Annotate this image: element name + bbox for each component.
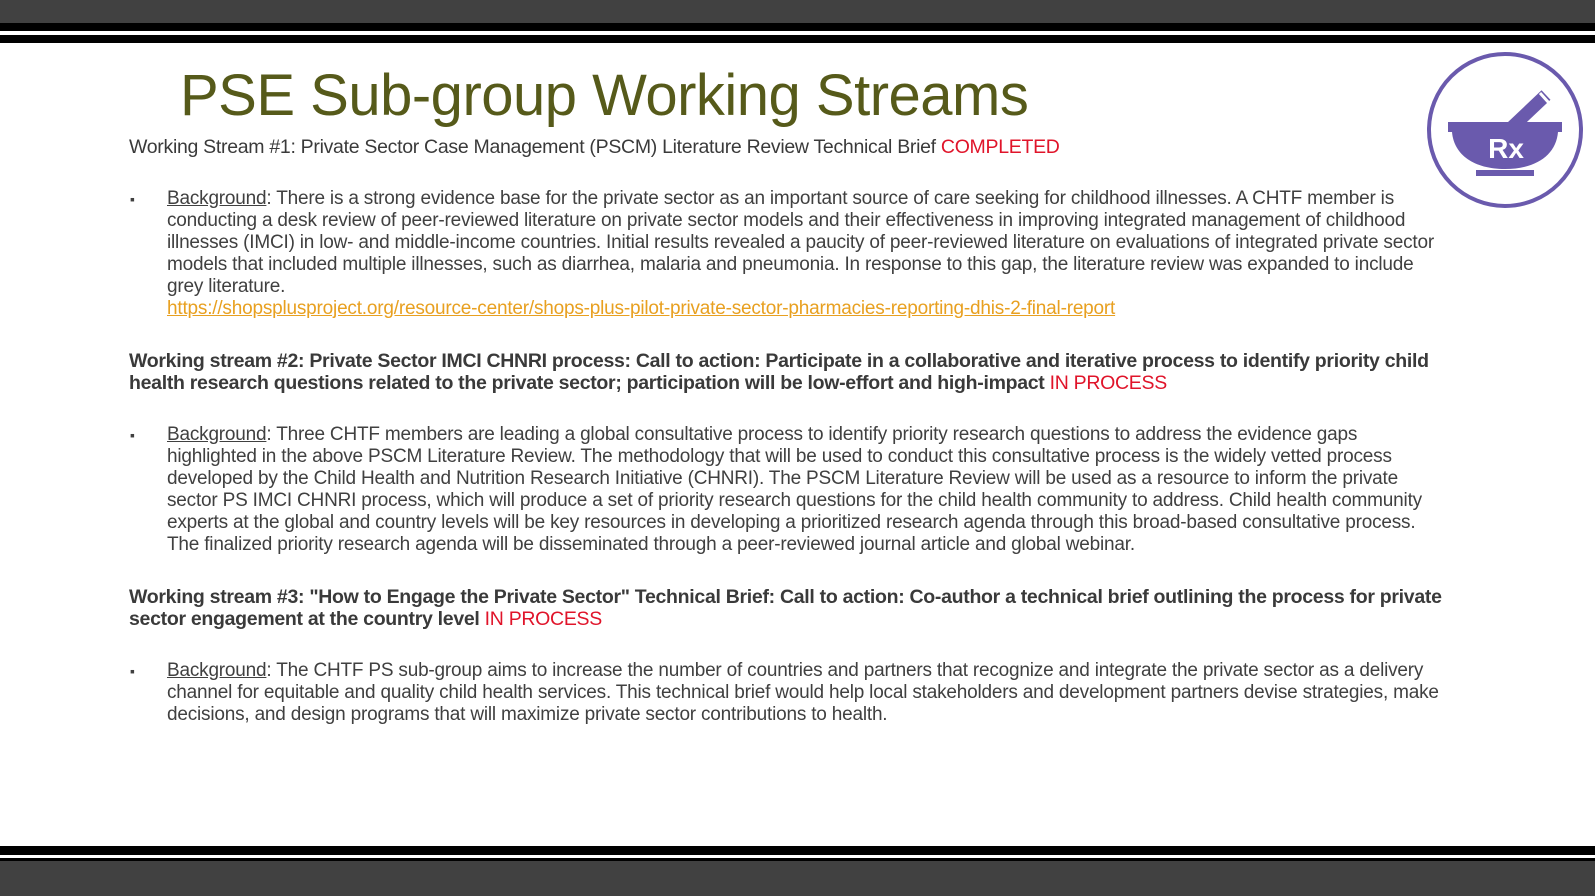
stream-3-heading-text: Working stream #3: "How to Engage the Private Sector" Technical Brief: Call to action: Co-author a technical brief outlining the process for private sector engagement at the country level	[129, 586, 1442, 630]
background-text: : There is a strong evidence base for the private sector as an important source of care seeking for childhood illnesses. A CHTF member is conducting a desk review of peer-reviewed literature on private sector models and their effectiveness in improving integrated management of childhood illnesses (IMCI) in low- and middle-income countries. Initial results revealed a paucity of peer-reviewed literature on evaluations of integrated private sector models that included multiple illnesses, such as diarrhea, malaria and pneumonia. In response to this gap, the literature review was expanded to include grey literature.	[167, 188, 1434, 297]
report-link[interactable]: https://shopsplusproject.org/resource-center/shops-plus-pilot-private-sector-pharmacies-reporting-dhis-2-final-report	[167, 298, 1116, 319]
stream-2-background	[167, 424, 1449, 556]
stream-1-background	[167, 188, 1449, 320]
stream-3-background	[167, 660, 1449, 726]
stream-2-heading	[129, 350, 1449, 394]
background-text: : Three CHTF members are leading a global consultative process to identify priority research questions to address the evidence gaps highlighted in the above PSCM Literature Review. The methodology that will be used to conduct this consultative process is the widely vetted process developed by the Child Health and Nutrition Research Initiative (CHNRI). The PSCM Literature Review will be used as a resource to inform the private sector PS IMCI CHNRI process, which will produce a set of priority research questions for the child health community to address. Child health community experts at the global and country levels will be key resources in developing a prioritized research agenda through this broad-based consultative process. The finalized priority research agenda will be disseminated through a peer-reviewed journal article and global webinar.	[167, 424, 1422, 555]
stream-2-bullet	[129, 424, 1449, 556]
stream-1-heading-text: Working Stream #1: Private Sector Case Management (PSCM) Literature Review Technical Brief	[129, 136, 941, 158]
stream-1-heading	[129, 136, 1449, 158]
stream-2-heading-text: Working stream #2: Private Sector IMCI CHNRI process: Call to action: Participate in a collaborative and iterative process to identify priority child health research questions related to the private sector; participation will be low-effort and high-impact	[129, 350, 1429, 394]
rx-text: Rx	[1488, 133, 1524, 164]
stream-3-status: IN PROCESS	[484, 608, 602, 630]
mortar-pestle-rx-icon	[1426, 51, 1584, 209]
slide-title: PSE Sub-group Working Streams	[180, 63, 1029, 128]
bottom-band	[0, 861, 1595, 896]
background-label: Background	[167, 660, 267, 681]
bullet-marker-icon: ▪	[130, 191, 135, 207]
slide-content	[129, 136, 1449, 726]
stream-1-bullet	[129, 188, 1449, 320]
stream-2-status: IN PROCESS	[1049, 372, 1167, 394]
top-rule-2	[0, 35, 1595, 43]
stream-1-status: COMPLETED	[940, 136, 1060, 158]
background-label: Background	[167, 424, 267, 445]
bottom-rule-1	[0, 846, 1595, 855]
background-text: : The CHTF PS sub-group aims to increase the number of countries and partners that recognize and integrate the private sector as a delivery channel for equitable and quality child health services. This technical brief would help local stakeholders and development partners devise strategies, make decisions, and design programs that will maximize private sector contributions to health.	[167, 660, 1439, 725]
background-label: Background	[167, 188, 267, 209]
stream-3-bullet	[129, 660, 1449, 726]
bullet-marker-icon: ▪	[130, 663, 135, 679]
top-band	[0, 0, 1595, 23]
bullet-marker-icon: ▪	[130, 427, 135, 443]
stream-3-heading	[129, 586, 1449, 630]
top-rule-1	[0, 23, 1595, 31]
